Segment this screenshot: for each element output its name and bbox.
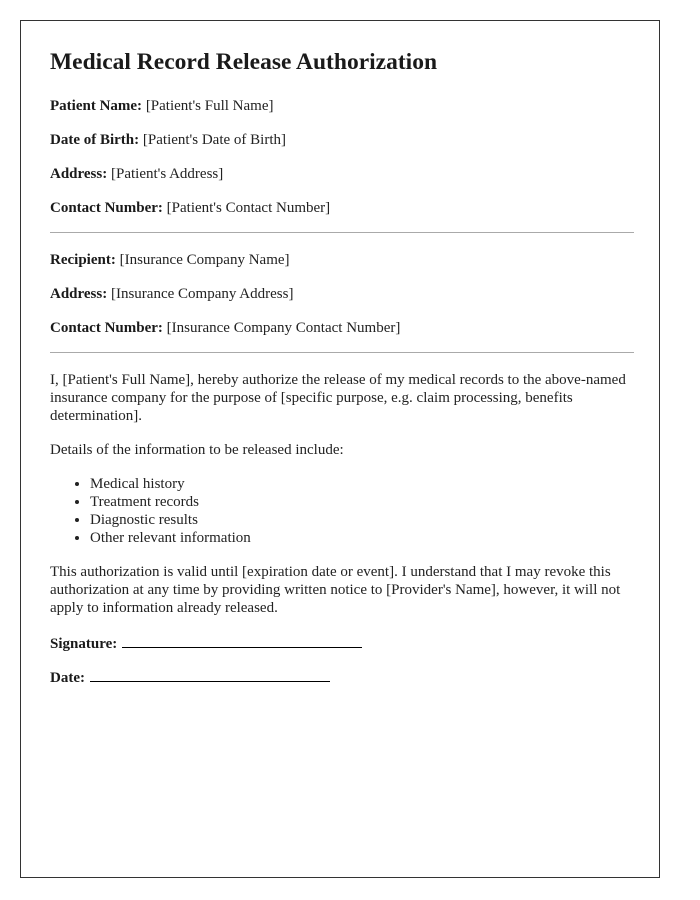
details-intro: Details of the information to be released include: [50, 442, 344, 458]
patient-dob-label: Date of Birth: [50, 132, 140, 148]
list-item: • Diagnostic results [90, 511, 251, 529]
patient-name-field [50, 97, 274, 115]
recipient-name-label: Recipient: [50, 252, 116, 268]
patient-address-value: [Patient's Address] [110, 166, 224, 182]
recipient-name-field [50, 251, 290, 269]
date-line[interactable] [90, 667, 330, 682]
recipient-contact-value: [Insurance Company Contact Number] [166, 320, 401, 336]
patient-name-label: Patient Name: [50, 98, 143, 114]
patient-contact-value: [Patient's Contact Number] [166, 200, 331, 216]
recipient-contact-label: Contact Number: [50, 320, 163, 336]
recipient-address-value: [Insurance Company Address] [110, 286, 294, 302]
recipient-contact-field [50, 319, 400, 337]
authorization-paragraph: I, [Patient's Full Name], hereby authorize the release of my medical records to the above-named insurance company for the purpose of [specific purpose, e.g. claim processing, benefits determination]. [50, 372, 626, 424]
signature-line[interactable] [122, 633, 362, 648]
patient-address-field [50, 165, 223, 183]
date-label: Date: [50, 670, 85, 686]
recipient-address-field [50, 285, 293, 303]
details-list [50, 475, 251, 547]
signature-field [50, 633, 362, 653]
patient-dob-value: [Patient's Date of Birth] [142, 132, 286, 148]
date-field [50, 667, 330, 687]
list-item: • Medical history [90, 475, 251, 493]
patient-contact-label: Contact Number: [50, 200, 163, 216]
document-title: Medical Record Release Authorization [50, 49, 438, 75]
patient-name-value: [Patient's Full Name] [145, 98, 274, 114]
document-page [20, 20, 660, 878]
patient-address-label: Address: [50, 166, 108, 182]
section-divider [50, 352, 634, 353]
signature-label: Signature: [50, 636, 118, 652]
patient-contact-field [50, 199, 330, 217]
validity-paragraph: This authorization is valid until [expiration date or event]. I understand that I may revoke this authorization at any time by providing written notice to [Provider's Name], however, it will not apply to information already released. [50, 564, 621, 616]
patient-dob-field [50, 131, 286, 149]
section-divider [50, 232, 634, 233]
recipient-name-value: [Insurance Company Name] [119, 252, 290, 268]
recipient-address-label: Address: [50, 286, 108, 302]
list-item: • Treatment records [90, 493, 251, 511]
list-item: • Other relevant information [90, 529, 251, 547]
